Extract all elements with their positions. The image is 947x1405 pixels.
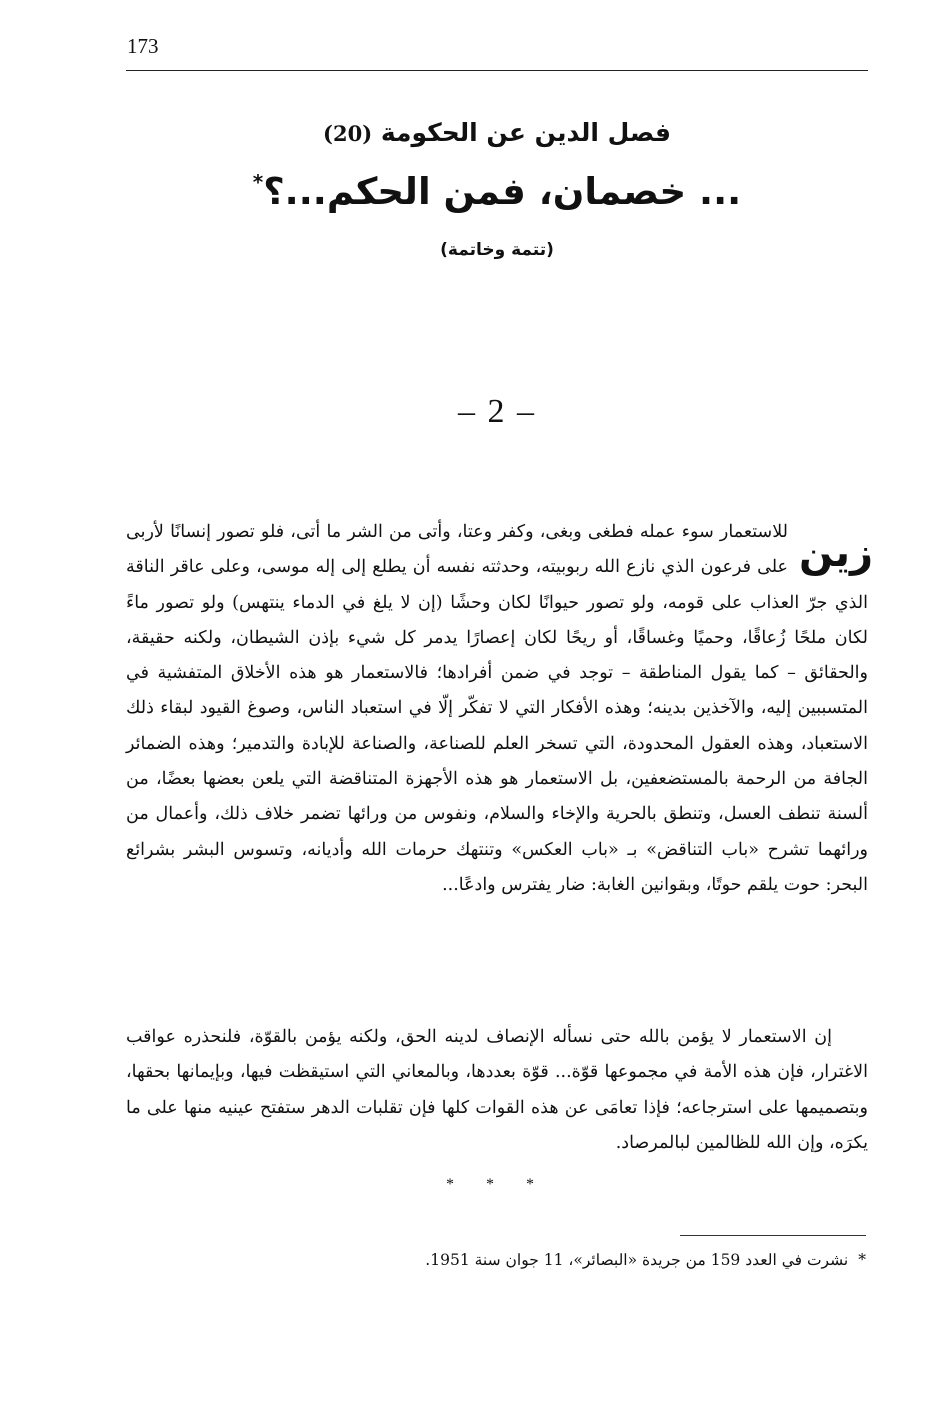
footnote bbox=[300, 1246, 866, 1274]
main-title bbox=[126, 170, 868, 213]
section-separator: * * * bbox=[446, 1176, 548, 1193]
lead-word-space bbox=[788, 515, 868, 583]
part-number: – 2 – bbox=[458, 393, 536, 430]
body-paragraph-2: إن الاستعمار لا يؤمن بالله حتى نسأله الإنصاف لدينه الحق، ولكنه يؤمن بالقوّة، فلنحذره عواقب الاغترار، فإن هذه الأمة في مجموعها قوّة... قوّة بعددها، وبالمعاني التي استيقظت فيها، وبإيمانها بحقها، وبتصميمها على استرجاعه؛ فإذا تعامَى عن هذه القوات كلها فإن تقلبات الدهر ستفتح عينيه منها على ما يكرَه، وإن الله للظالمين لبالمرصاد. bbox=[126, 1027, 868, 1153]
header-rule bbox=[126, 70, 868, 71]
body-paragraph-1 bbox=[126, 515, 868, 903]
section-title-text: فصل الدين عن الحكومة bbox=[380, 118, 671, 147]
main-title-text: ... خصمان، فمن الحكم...؟ bbox=[263, 170, 742, 213]
footnote-marker: * bbox=[858, 1251, 866, 1269]
body-paragraph-1-text: للاستعمار سوء عمله فطغى وبغى، وكفر وعتا، وأتى من الشر ما أتى، فلو تصور إنسانًا لأربى على فرعون الذي نازع الله ربوبيته، وحدثته نفسه أن يطلع إلى إله موسى، وعلى عاقر الناقة الذي جرّ العذاب على قومه، ولو تصور حيوانًا لكان وحشًا (إن لا يلغ في الدماء ينتهس) ولو تصور ماءً لكان ملحًا زُعاقًا، وحميًا وغساقًا، أو ريحًا لكان إعصارًا يدمر كل شيء بإذن الشيطان، ولكنه حقيقة، والحقائق – كما يقول المناطقة – توجد في ضمن أفرادها؛ فالاستعمار هو هذه الأخلاق المتفشية في المتسببين إليه، والآخذين بدينه؛ وهذه الأفكار التي لا تفكّر إلّا في استعباد الناس، وصوغ القيود لبقاء ذلك الاستعباد، وهذه العقول المحدودة، التي تسخر العلم للصناعة، والصناعة للإبادة والتدمير؛ وهذه الضمائر الجافة من الرحمة بالمستضعفين، بل الاستعمار هو هذه الأجهزة المتناقضة التي يلعن بعضها بعضًا، من ألسنة تنطف العسل، وتنطق بالحرية والإخاء والسلام، ونفوس من ورائها تضمر خلاف ذلك، وأعمال من ورائهما تشرح «باب التناقض» بـ «باب العكس» وتنتهك حرمات الله وأديانه، وتسوس البشر بشرائع البحر: حوت يلقم حوتًا، وبقوانين الغابة: ضار يفترس وادعًا... bbox=[126, 522, 868, 895]
section-title bbox=[126, 118, 868, 147]
subtitle: (تتمة وخاتمة) bbox=[440, 240, 554, 260]
main-title-footnote-marker: * bbox=[252, 170, 264, 194]
lead-word: زين bbox=[798, 530, 873, 576]
footnote-text: نشرت في العدد 159 من جريدة «البصائر»، 11 جوان سنة 1951. bbox=[425, 1251, 849, 1269]
footnote-rule bbox=[680, 1235, 866, 1236]
page-number: 173 bbox=[127, 34, 159, 58]
section-number: (20) bbox=[323, 121, 373, 146]
